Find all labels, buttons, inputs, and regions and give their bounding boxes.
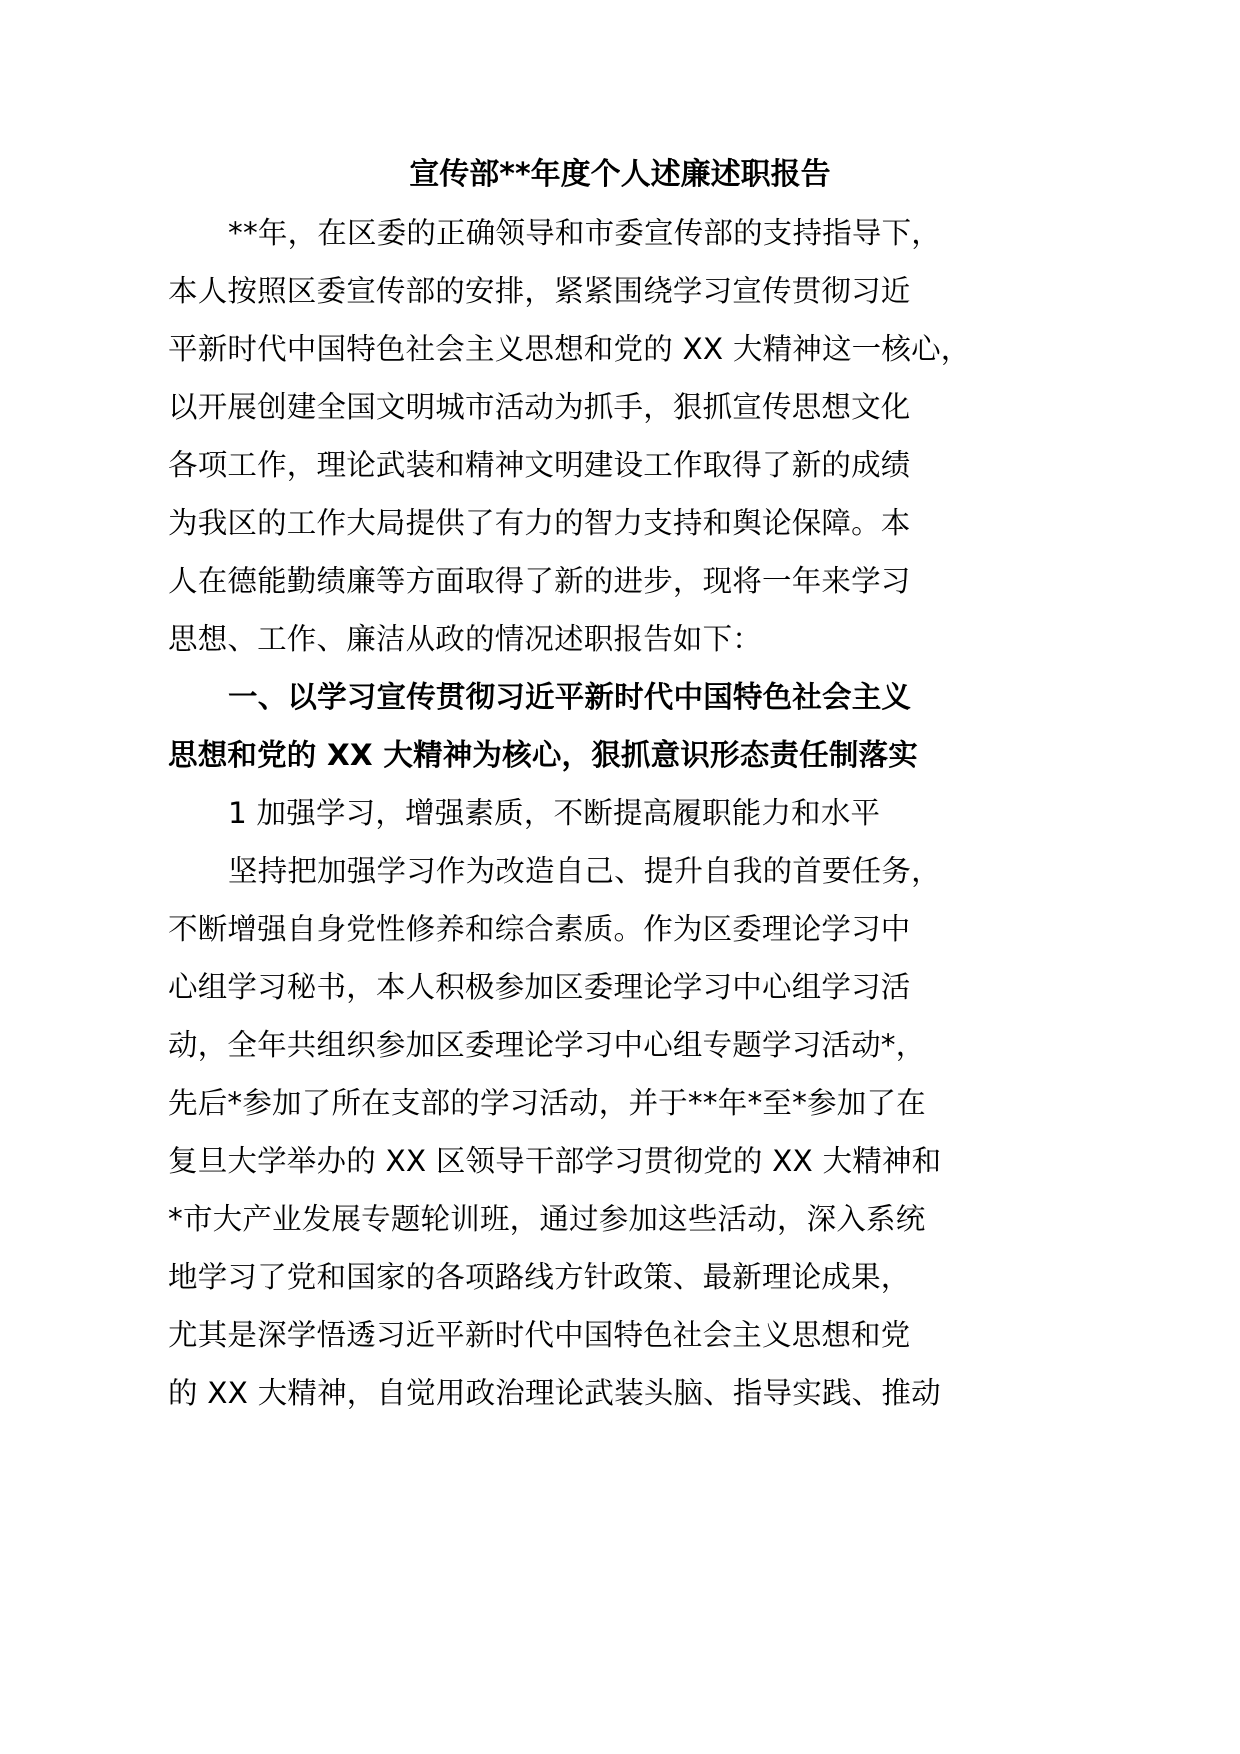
section-heading-line: 思想和党的 XX 大精神为核心，狠抓意识形态责任制落实: [168, 738, 918, 772]
paragraph-line: 的 XX 大精神，自觉用政治理论武装头脑、指导实践、推动: [168, 1376, 941, 1410]
paragraph-line: 地学习了党和国家的各项路线方针政策、最新理论成果，: [168, 1260, 911, 1294]
paragraph-line: 坚持把加强学习作为改造自己、提升自我的首要任务，: [228, 854, 941, 888]
section-heading-line: 一、以学习宣传贯彻习近平新时代中国特色社会主义: [228, 680, 912, 714]
paragraph-line: 人在德能勤绩廉等方面取得了新的进步，现将一年来学习: [168, 564, 911, 598]
paragraph-line: 为我区的工作大局提供了有力的智力支持和舆论保障。本: [168, 506, 911, 540]
paragraph-line: *市大产业发展专题轮训班，通过参加这些活动，深入系统: [168, 1202, 926, 1236]
subheading-line: 1 加强学习，增强素质，不断提高履职能力和水平: [228, 796, 881, 830]
paragraph-line: 思想、工作、廉洁从政的情况述职报告如下：: [168, 622, 763, 656]
paragraph-line: 先后*参加了所在支部的学习活动，并于**年*至*参加了在: [168, 1086, 926, 1120]
paragraph-line: 本人按照区委宣传部的安排，紧紧围绕学习宣传贯彻习近: [168, 274, 911, 308]
paragraph-line: 平新时代中国特色社会主义思想和党的 XX 大精神这一核心，: [168, 332, 971, 366]
paragraph-line: 动，全年共组织参加区委理论学习中心组专题学习活动*，: [168, 1028, 926, 1062]
paragraph-line: 各项工作，理论武装和精神文明建设工作取得了新的成绩: [168, 448, 911, 482]
paragraph-line: 以开展创建全国文明城市活动为抓手，狠抓宣传思想文化: [168, 390, 911, 424]
paragraph-line: 心组学习秘书，本人积极参加区委理论学习中心组学习活: [168, 970, 911, 1004]
document-title: 宣传部**年度个人述廉述职报告: [409, 157, 831, 192]
paragraph-line: 尤其是深学悟透习近平新时代中国特色社会主义思想和党: [168, 1318, 911, 1352]
paragraph-line: 复旦大学举办的 XX 区领导干部学习贯彻党的 XX 大精神和: [168, 1144, 942, 1178]
paragraph-line: **年，在区委的正确领导和市委宣传部的支持指导下，: [228, 216, 942, 250]
paragraph-line: 不断增强自身党性修养和综合素质。作为区委理论学习中: [168, 912, 911, 946]
